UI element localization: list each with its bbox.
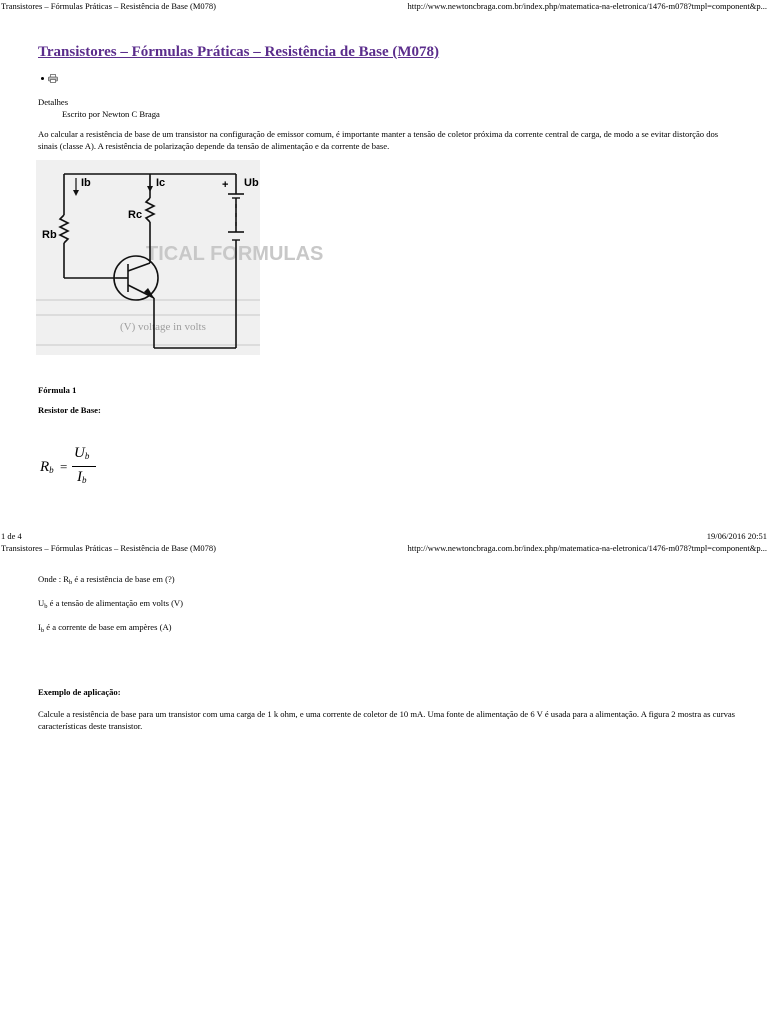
formula-lhs: R (40, 459, 50, 475)
example-heading: Exemplo de aplicação: (38, 687, 121, 697)
rb-label: Rb (42, 229, 57, 241)
circuit-diagram-figure (36, 160, 324, 355)
ib-label: Ib (81, 177, 91, 189)
print-list (38, 74, 58, 83)
page1-header (0, 0, 768, 12)
ic-label: Ic (156, 177, 166, 189)
formula-den-sub: b (82, 475, 87, 485)
where-rb-sub: b (69, 579, 73, 586)
article-title-link[interactable]: Transistores – Fórmulas Práticas – Resistência de Base (M078) (38, 44, 440, 60)
example-paragraph: Calcule a resistência de base para um transistor com uma carga de 1 k ohm, e uma corrente de coletor de 10 mA. Uma fonte de alimentação de 6 V é usada para a alimentação. A figura 2 mostra as curvas características deste transistor. (38, 709, 736, 731)
formula-heading: Fórmula 1 (38, 385, 77, 395)
where-ib-line (38, 622, 172, 632)
faded-bg-text-1: TICAL FORMULAS (146, 243, 324, 265)
faded-bg-text-2: (V) voltage in volts (120, 321, 206, 333)
where-rb-text: é a resistência de base em (?) (72, 574, 175, 584)
ib-main: I (38, 622, 41, 632)
ub-main: U (38, 598, 45, 608)
rc-label: Rc (128, 209, 143, 221)
page1-footer (0, 530, 768, 542)
where-prefix: Onde : R (38, 574, 70, 584)
formula-lhs-sub: b (49, 465, 54, 475)
header-url: http://www.newtoncbraga.com.br/index.php/matematica-na-eletronica/1476-m078?tmpl=component&p... (407, 1, 767, 11)
header-url: http://www.newtoncbraga.com.br/index.php/matematica-na-eletronica/1476-m078?tmpl=component&p... (407, 543, 767, 553)
formula-subheading: Resistor de Base: (38, 405, 101, 415)
intro-paragraph: Ao calcular a resistência de base de um transistor na configuração de emissor comum, é importante manter a tensão de coletor próxima da corrente central de carga, de modo a se evitar distorção dos sinais (classe A). A resistência de polarização depende da tensão de alimentação e da corrente de base. (38, 129, 719, 151)
ub-sub: b (44, 603, 48, 610)
circuit-diagram (36, 160, 324, 355)
bullet-dot (41, 77, 44, 80)
where-rb-line (38, 574, 175, 584)
formula-num: U (74, 445, 85, 461)
where-ub-line (38, 598, 183, 608)
details-label: Detalhes (38, 97, 69, 107)
ub-text: é a tensão de alimentação em volts (V) (47, 598, 184, 608)
ib-sub: b (40, 627, 45, 634)
plus-sign: + (222, 179, 229, 191)
page2-header (0, 542, 768, 554)
ib-text: é a corrente de base em ampères (A) (44, 622, 172, 632)
fraction-bar (72, 466, 96, 467)
ub-label: Ub (244, 177, 259, 189)
header-title: Transistores – Fórmulas Práticas – Resistência de Base (M078) (1, 1, 216, 11)
printer-icon[interactable] (48, 74, 58, 83)
page-count: 1 de 4 (1, 531, 22, 541)
header-title: Transistores – Fórmulas Práticas – Resistência de Base (M078) (1, 543, 216, 553)
formula-den: I (77, 469, 82, 485)
formula-eq: = (60, 459, 68, 474)
print-datetime: 19/06/2016 20:51 (706, 531, 767, 541)
author-line: Escrito por Newton C Braga (62, 109, 160, 119)
formula-num-sub: b (84, 451, 90, 461)
